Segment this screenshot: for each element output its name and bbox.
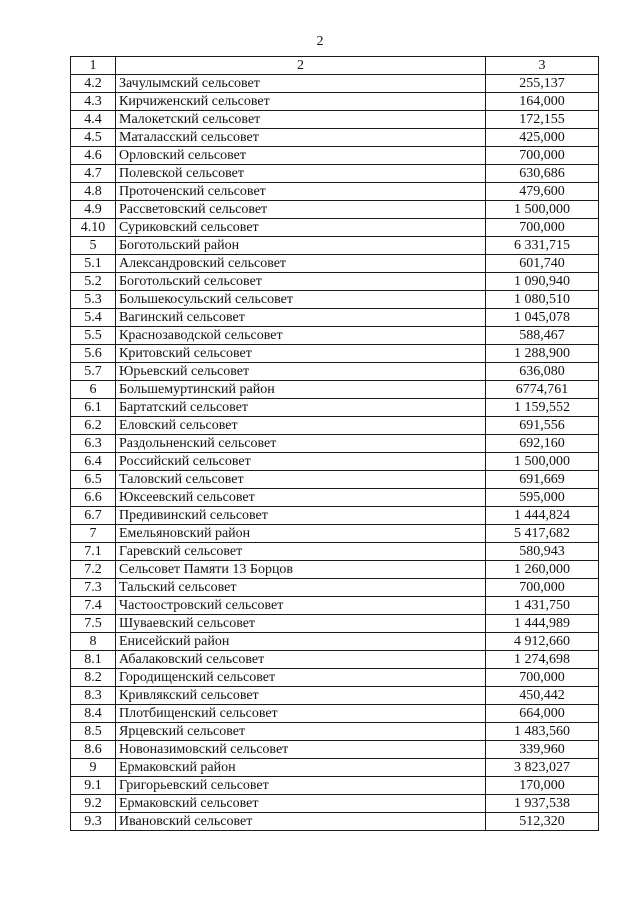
table-body xyxy=(71,57,599,831)
row-value: 5 417,682 xyxy=(486,525,599,543)
row-name: Орловский сельсовет xyxy=(116,147,486,165)
table-row xyxy=(71,327,599,345)
row-name: Таловский сельсовет xyxy=(116,471,486,489)
row-value: 339,960 xyxy=(486,741,599,759)
row-number: 6.7 xyxy=(71,507,116,525)
row-number: 8.6 xyxy=(71,741,116,759)
row-number: 5.4 xyxy=(71,309,116,327)
row-name: Бартатский сельсовет xyxy=(116,399,486,417)
row-value: 588,467 xyxy=(486,327,599,345)
row-name: Боготольский сельсовет xyxy=(116,273,486,291)
row-name: Рассветовский сельсовет xyxy=(116,201,486,219)
row-name: Боготольский район xyxy=(116,237,486,255)
table-row xyxy=(71,75,599,93)
row-number: 6.6 xyxy=(71,489,116,507)
row-name: Полевской сельсовет xyxy=(116,165,486,183)
row-value: 630,686 xyxy=(486,165,599,183)
row-name: Ивановский сельсовет xyxy=(116,813,486,831)
table-row xyxy=(71,183,599,201)
row-name: Критовский сельсовет xyxy=(116,345,486,363)
row-number: 4.7 xyxy=(71,165,116,183)
row-value: 1 080,510 xyxy=(486,291,599,309)
row-name: Абалаковский сельсовет xyxy=(116,651,486,669)
table-row xyxy=(71,435,599,453)
row-number: 7.3 xyxy=(71,579,116,597)
row-name: Большекосульский сельсовет xyxy=(116,291,486,309)
table-row xyxy=(71,111,599,129)
table-row xyxy=(71,741,599,759)
row-name: Кирчиженский сельсовет xyxy=(116,93,486,111)
row-number: 4.5 xyxy=(71,129,116,147)
row-number: 4.4 xyxy=(71,111,116,129)
row-name: Юксеевский сельсовет xyxy=(116,489,486,507)
row-number: 9 xyxy=(71,759,116,777)
row-value: 636,080 xyxy=(486,363,599,381)
table-row xyxy=(71,795,599,813)
row-number: 5.1 xyxy=(71,255,116,273)
row-value: 1 431,750 xyxy=(486,597,599,615)
row-number: 5.7 xyxy=(71,363,116,381)
row-name: Кривлякский сельсовет xyxy=(116,687,486,705)
table-row xyxy=(71,417,599,435)
row-name: Раздольненский сельсовет xyxy=(116,435,486,453)
table-row xyxy=(71,489,599,507)
row-number: 9.3 xyxy=(71,813,116,831)
row-name: Юрьевский сельсовет xyxy=(116,363,486,381)
row-value: 595,000 xyxy=(486,489,599,507)
row-value: 6 331,715 xyxy=(486,237,599,255)
table-row xyxy=(71,633,599,651)
row-name: Емельяновский район xyxy=(116,525,486,543)
row-value: 512,320 xyxy=(486,813,599,831)
table-row xyxy=(71,255,599,273)
row-number: 6.5 xyxy=(71,471,116,489)
header-col-3: 3 xyxy=(486,57,599,75)
table-row xyxy=(71,669,599,687)
table-row xyxy=(71,201,599,219)
table-header-row xyxy=(71,57,599,75)
row-name: Городищенский сельсовет xyxy=(116,669,486,687)
row-name: Краснозаводской сельсовет xyxy=(116,327,486,345)
row-value: 1 274,698 xyxy=(486,651,599,669)
table-row xyxy=(71,129,599,147)
row-value: 700,000 xyxy=(486,669,599,687)
row-name: Проточенский сельсовет xyxy=(116,183,486,201)
row-number: 8 xyxy=(71,633,116,651)
row-number: 7 xyxy=(71,525,116,543)
table-row xyxy=(71,93,599,111)
row-value: 170,000 xyxy=(486,777,599,795)
row-number: 6.2 xyxy=(71,417,116,435)
row-value: 4 912,660 xyxy=(486,633,599,651)
row-number: 4.2 xyxy=(71,75,116,93)
row-value: 691,669 xyxy=(486,471,599,489)
row-name: Еловский сельсовет xyxy=(116,417,486,435)
table-row xyxy=(71,777,599,795)
row-name: Ермаковский район xyxy=(116,759,486,777)
row-number: 4.10 xyxy=(71,219,116,237)
table-row xyxy=(71,525,599,543)
table-row xyxy=(71,561,599,579)
row-value: 1 444,989 xyxy=(486,615,599,633)
table-row xyxy=(71,309,599,327)
row-value: 1 159,552 xyxy=(486,399,599,417)
row-number: 4.9 xyxy=(71,201,116,219)
table-row xyxy=(71,165,599,183)
table-row xyxy=(71,651,599,669)
table-row xyxy=(71,615,599,633)
row-name: Суриковский сельсовет xyxy=(116,219,486,237)
row-value: 601,740 xyxy=(486,255,599,273)
row-number: 5.6 xyxy=(71,345,116,363)
row-name: Российский сельсовет xyxy=(116,453,486,471)
row-value: 700,000 xyxy=(486,219,599,237)
table-row xyxy=(71,543,599,561)
table-row xyxy=(71,687,599,705)
row-name: Тальский сельсовет xyxy=(116,579,486,597)
table-row xyxy=(71,723,599,741)
row-value: 172,155 xyxy=(486,111,599,129)
table-row xyxy=(71,507,599,525)
row-number: 5.3 xyxy=(71,291,116,309)
row-name: Большемуртинский район xyxy=(116,381,486,399)
row-value: 255,137 xyxy=(486,75,599,93)
row-name: Гаревский сельсовет xyxy=(116,543,486,561)
table-row xyxy=(71,471,599,489)
row-value: 691,556 xyxy=(486,417,599,435)
page-number: 2 xyxy=(316,34,324,49)
row-name: Зачулымский сельсовет xyxy=(116,75,486,93)
table-row xyxy=(71,381,599,399)
row-value: 450,442 xyxy=(486,687,599,705)
table-row xyxy=(71,273,599,291)
row-name: Малокетский сельсовет xyxy=(116,111,486,129)
table-row xyxy=(71,579,599,597)
row-name: Новоназимовский сельсовет xyxy=(116,741,486,759)
row-name: Шуваевский сельсовет xyxy=(116,615,486,633)
row-number: 8.4 xyxy=(71,705,116,723)
row-number: 7.4 xyxy=(71,597,116,615)
table-row xyxy=(71,147,599,165)
row-value: 1 090,940 xyxy=(486,273,599,291)
row-name: Предивинский сельсовет xyxy=(116,507,486,525)
table-row xyxy=(71,219,599,237)
row-number: 5.5 xyxy=(71,327,116,345)
row-name: Александровский сельсовет xyxy=(116,255,486,273)
row-value: 1 288,900 xyxy=(486,345,599,363)
row-value: 425,000 xyxy=(486,129,599,147)
row-number: 7.5 xyxy=(71,615,116,633)
table-row xyxy=(71,363,599,381)
row-value: 1 444,824 xyxy=(486,507,599,525)
row-number: 8.2 xyxy=(71,669,116,687)
row-value: 479,600 xyxy=(486,183,599,201)
row-value: 692,160 xyxy=(486,435,599,453)
row-value: 1 500,000 xyxy=(486,453,599,471)
table-row xyxy=(71,291,599,309)
row-value: 580,943 xyxy=(486,543,599,561)
row-name: Плотбищенский сельсовет xyxy=(116,705,486,723)
row-number: 5.2 xyxy=(71,273,116,291)
row-value: 6774,761 xyxy=(486,381,599,399)
row-value: 1 500,000 xyxy=(486,201,599,219)
row-number: 6.4 xyxy=(71,453,116,471)
row-number: 8.5 xyxy=(71,723,116,741)
row-name: Ермаковский сельсовет xyxy=(116,795,486,813)
row-number: 4.8 xyxy=(71,183,116,201)
row-name: Маталасский сельсовет xyxy=(116,129,486,147)
budget-allocation-table xyxy=(70,56,599,831)
table-row xyxy=(71,345,599,363)
row-value: 1 260,000 xyxy=(486,561,599,579)
row-value: 700,000 xyxy=(486,147,599,165)
row-number: 8.1 xyxy=(71,651,116,669)
table-row xyxy=(71,759,599,777)
table-row xyxy=(71,453,599,471)
table-row xyxy=(71,237,599,255)
row-number: 4.3 xyxy=(71,93,116,111)
row-value: 664,000 xyxy=(486,705,599,723)
row-value: 1 483,560 xyxy=(486,723,599,741)
row-number: 6.1 xyxy=(71,399,116,417)
header-col-2: 2 xyxy=(116,57,486,75)
row-name: Сельсовет Памяти 13 Борцов xyxy=(116,561,486,579)
row-number: 8.3 xyxy=(71,687,116,705)
table-row xyxy=(71,813,599,831)
table-row xyxy=(71,705,599,723)
row-number: 9.1 xyxy=(71,777,116,795)
row-value: 1 937,538 xyxy=(486,795,599,813)
row-value: 1 045,078 xyxy=(486,309,599,327)
row-name: Частоостровский сельсовет xyxy=(116,597,486,615)
row-number: 6.3 xyxy=(71,435,116,453)
row-number: 5 xyxy=(71,237,116,255)
row-name: Ярцевский сельсовет xyxy=(116,723,486,741)
row-value: 3 823,027 xyxy=(486,759,599,777)
row-name: Григорьевский сельсовет xyxy=(116,777,486,795)
row-name: Енисейский район xyxy=(116,633,486,651)
row-number: 7.2 xyxy=(71,561,116,579)
row-value: 700,000 xyxy=(486,579,599,597)
row-number: 4.6 xyxy=(71,147,116,165)
table-row xyxy=(71,399,599,417)
table-row xyxy=(71,597,599,615)
row-number: 6 xyxy=(71,381,116,399)
row-number: 9.2 xyxy=(71,795,116,813)
row-value: 164,000 xyxy=(486,93,599,111)
header-col-1: 1 xyxy=(71,57,116,75)
row-name: Вагинский сельсовет xyxy=(116,309,486,327)
row-number: 7.1 xyxy=(71,543,116,561)
